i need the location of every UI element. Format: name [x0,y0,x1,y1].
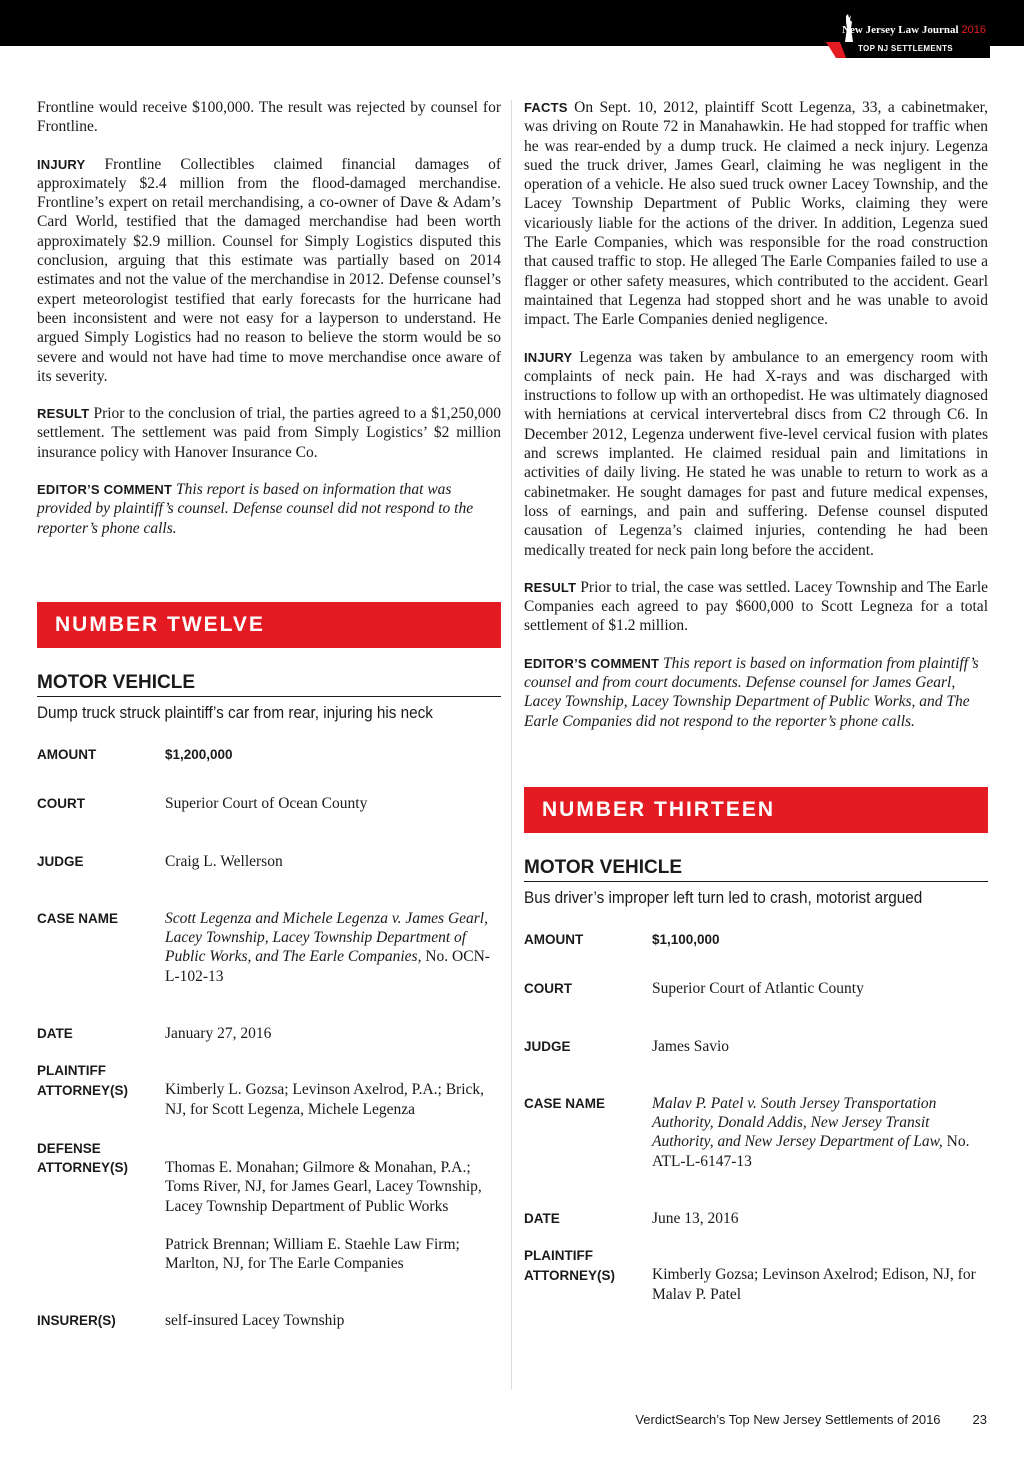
case-name-italic: Malav P. Patel v. South Jersey Transportation Authority, Donald Addis, New Jersey Transit Authority, and New Jersey Department of Law, [652,1094,943,1151]
case-name-italic: Scott Legenza and Michele Legenza v. James Gearl, Lacey Township, Lacey Township Department of Public Works, and The Earle Companies, [165,909,488,966]
judge-label: JUDGE [524,1038,571,1054]
court-row [524,979,988,998]
editor-comment [37,480,501,538]
footer-title: VerdictSearch’s Top New Jersey Settlements of 2016 [635,1412,941,1427]
column-divider [511,100,512,1390]
court-row [37,794,501,813]
plaintiff-row [524,1246,988,1304]
result-paragraph [524,578,988,636]
court-label: COURT [524,981,572,997]
date-row [524,1209,988,1228]
defense-row [37,1139,501,1273]
defense-label-line2: ATTORNEY(S) [37,1160,128,1176]
defense-attorney-1: Thomas E. Monahan; Gilmore & Monahan, P.A.; Toms River, NJ, for James Gearl, Lacey Township, Lacey Township Department of Public Works [165,1158,482,1215]
amount-value: $1,200,000 [165,746,233,762]
injury-label: INJURY [37,156,86,172]
defense-label-line1: DEFENSE [37,1140,101,1156]
journal-logo: New Jersey Law Journal 2016 [842,24,986,36]
category-heading: MOTOR VEHICLE [524,857,988,882]
amount-label: AMOUNT [524,931,584,947]
date-value: January 27, 2016 [165,1025,272,1043]
editor-text: This report is based on information that was provided by plaintiff’s counsel. Defense counsel did not respond to the reporter’s phone calls. [37,481,474,537]
injury-paragraph [524,348,988,560]
plaintiff-label-line1: PLAINTIFF [37,1063,106,1079]
defense-attorney-2: Patrick Brennan; William E. Staehle Law Firm; Marlton, NJ, for The Earle Companies [165,1235,460,1273]
insurer-row [37,1311,501,1330]
plaintiff-label-line2: ATTORNEY(S) [524,1267,615,1283]
case-subtitle: Dump truck struck plaintiff’s car from rear, injuring his neck [37,702,433,722]
case-name-value [165,909,501,986]
amount-row [524,930,988,949]
case-number: No. OCN-L-102-13 [165,948,490,985]
facts-label: FACTS [524,100,568,115]
top-bar [0,0,1024,46]
court-value: Superior Court of Atlantic County [652,980,864,998]
result-label: RESULT [524,579,577,595]
insurer-value: self-insured Lacey Township [165,1312,345,1330]
facts-text: On Sept. 10, 2012, plaintiff Scott Legenza, 33, a cabinetmaker, was driving on Route 72 in Manahawkin. He had stopped for traffic when he was rear-ended by a dump truck. He claimed a neck injury. Legenza sued the truck driver, James Gearl, claiming he was negligent in the operation of a vehicle. He also sued truck owner Lacey Township, and the Lacey Township Department of Public Works, claiming they were vicariously liable for the actions of the driver. In addition, Legenza sued The Earle Companies, which was responsible for the road construction that caused traffic to stop. He alleged The Earle Companies failed to use a flagger or other safety measures, which contributed to the accident. Gearl maintained that Legenza had stopped short and he was unable to avoid impact. The Earle Companies denied negligence. [524,99,988,329]
editor-label: EDITOR’S COMMENT [37,482,173,498]
judge-label: JUDGE [37,853,84,869]
judge-row [524,1037,988,1056]
ribbon-label: TOP NJ SETTLEMENTS [858,44,953,53]
date-value: June 13, 2016 [652,1209,739,1227]
plaintiff-row [37,1061,501,1119]
case-name-value [652,1094,988,1171]
court-label: COURT [37,796,85,812]
case-number: No. ATL-L-6147-13 [652,1133,970,1170]
banner-number-thirteen: NUMBER THIRTEEN [524,787,988,833]
case-name-label: CASE NAME [524,1095,606,1111]
result-paragraph [37,404,501,462]
result-label: RESULT [37,406,90,422]
editor-label: EDITOR’S COMMENT [524,655,660,671]
date-row [37,1024,501,1043]
defense-value [165,1139,501,1273]
plaintiff-label-line1: PLAINTIFF [524,1248,593,1264]
facts-paragraph [524,98,988,330]
injury-text: Legenza was taken by ambulance to an emergency room with complaints of neck pain. He had X-rays and was discharged with instructions to follow up with an orthopedist. He was ultimately diagnosed with herniations at cervical intervertebral discs from C2 through C6. In December 2012, Legenza underwent five-level cervical fusion with plates and screws implanted. He claimed residual pain and limitations in activities of daily living. He stated he was unable to return to work as a cabinetmaker. He sought damages for past and future medical expenses, loss of earnings, and pain and suffering. Defense counsel disputed causation of Legenza’s claimed injuries, contending he had been medically treated for neck pain long before the accident. [524,348,988,559]
result-text: Prior to trial, the case was settled. Lacey Township and The Earle Companies each agreed to pay $600,000 to Scott Legneza for a total settlement of $1.2 million. [524,578,989,635]
plaintiff-label-line2: ATTORNEY(S) [37,1082,128,1098]
plaintiff-label [524,1246,652,1304]
page-number: 23 [972,1412,987,1427]
court-value: Superior Court of Ocean County [165,795,368,813]
judge-value: James Savio [652,1037,730,1055]
case-name-row [37,909,501,986]
plaintiff-label [37,1061,165,1119]
plaintiff-value: Kimberly L. Gozsa; Levinson Axelrod, P.A.; Brick, NJ, for Scott Legenza, Michele Legenza [165,1081,484,1118]
case-name-label: CASE NAME [37,910,119,926]
right-column [524,98,988,1304]
case-name-row [524,1094,988,1171]
date-label: DATE [37,1026,73,1042]
editor-comment [524,654,988,731]
amount-value: $1,100,000 [652,931,720,947]
case-subtitle: Bus driver’s improper left turn led to crash, motorist argued [524,887,923,907]
defense-label [37,1139,165,1273]
continued-paragraph: Frontline would receive $100,000. The result was rejected by counsel for Frontline. [37,99,501,136]
editor-text: This report is based on information from plaintiff’s counsel and from court documents. Defense counsel for James Gearl, Lacey Township, Lacey Township Department of Public Works, and The Earle Companies did not respond to the reporter’s phone calls. [524,654,979,730]
left-column [37,98,501,1331]
injury-label: INJURY [524,349,573,365]
banner-number-twelve: NUMBER TWELVE [37,602,501,648]
injury-paragraph [37,155,501,387]
judge-row [37,852,501,871]
plaintiff-value: Kimberly Gozsa; Levinson Axelrod; Edison, NJ, for Malav P. Patel [652,1266,976,1303]
category-heading: MOTOR VEHICLE [37,672,501,697]
page-footer [635,1412,987,1427]
judge-value: Craig L. Wellerson [165,852,283,870]
amount-row [37,745,501,764]
result-text: Prior to the conclusion of trial, the parties agreed to a $1,250,000 settlement. The settlement was paid from Simply Logistics’ $2 million insurance policy with Hanover Insurance Co. [37,405,501,461]
injury-text: Frontline Collectibles claimed financial damages of approximately $2.4 million from the flood-damaged merchandise. Frontline’s expert on retail merchandising, a co-owner of Dave & Adam’s Card World, testified that the damaged merchandise had been worth approximately $2.9 million. Counsel for Simply Logistics disputed this conclusion, arguing that this estimate was partially based on 2014 estimates and not the value of the merchandise in 2012. Defense counsel’s expert meteorologist testified that early forecasts for the hurricane had been inconsistent and were not easy for a layperson to understand. He argued Simply Logistics had no reason to believe the storm would be so severe and would not have had time to move merchandise once aware of its severity. [37,155,502,385]
insurer-label: INSURER(S) [37,1313,116,1329]
amount-label: AMOUNT [37,746,97,762]
date-label: DATE [524,1210,560,1226]
